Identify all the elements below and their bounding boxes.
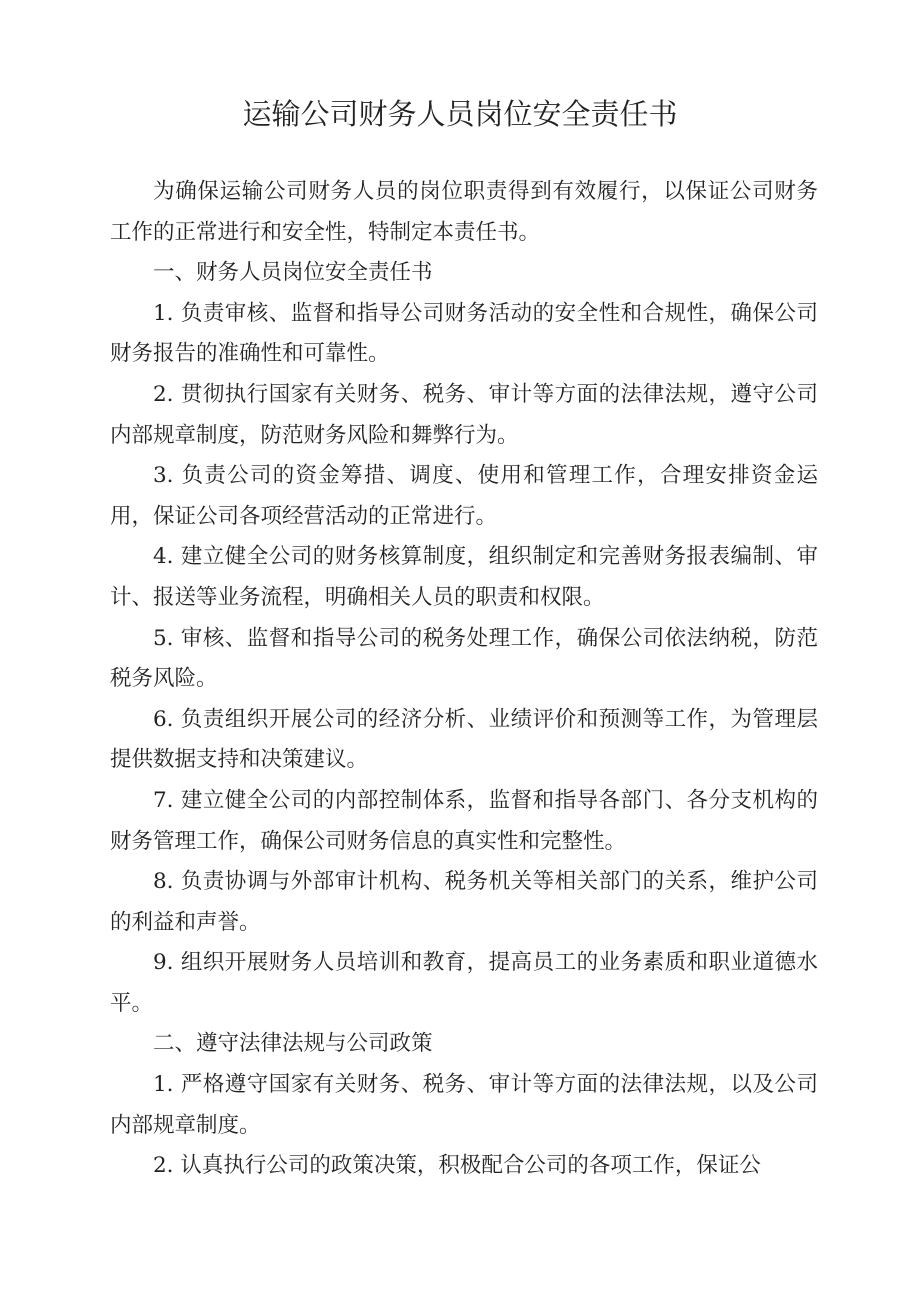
list-item: 2. 认真执行公司的政策决策，积极配合公司的各项工作，保证公 xyxy=(153,1153,761,1179)
list-item: 4. 建立健全公司的财务核算制度，组织制定和完善财务报表编制、审计、报送等业务流程，明确相关人员的职责和权限。 xyxy=(110,544,818,610)
list-item: 7. 建立健全公司的内部控制体系，监督和指导各部门、各分支机构的财务管理工作，确保公司财务信息的真实性和完整性。 xyxy=(110,787,818,854)
list-item: 1. 负责审核、监督和指导公司财务活动的安全性和合规性，确保公司财务报告的准确性和可靠性。 xyxy=(110,300,818,367)
document-title: 运输公司财务人员岗位安全责任书 xyxy=(242,97,678,131)
list-item: 1. 严格遵守国家有关财务、税务、审计等方面的法律法规，以及公司内部规章制度。 xyxy=(110,1072,818,1138)
section-heading: 二、遵守法律法规与公司政策 xyxy=(153,1031,433,1057)
list-item: 8. 负责协调与外部审计机构、税务机关等相关部门的关系，维护公司的利益和声誉。 xyxy=(110,869,818,935)
section-heading: 一、财务人员岗位安全责任书 xyxy=(153,260,433,286)
document-body xyxy=(110,172,818,1187)
list-item: 2. 贯彻执行国家有关财务、税务、审计等方面的法律法规，遵守公司内部规章制度，防范财务风险和舞弊行为。 xyxy=(110,381,818,448)
list-item: 6. 负责组织开展公司的经济分析、业绩评价和预测等工作，为管理层提供数据支持和决策建议。 xyxy=(110,706,818,773)
list-item: 3. 负责公司的资金筹措、调度、使用和管理工作，合理安排资金运用，保证公司各项经营活动的正常进行。 xyxy=(110,463,818,529)
list-item: 9. 组织开展财务人员培训和教育，提高员工的业务素质和职业道德水平。 xyxy=(110,950,818,1016)
list-item: 5. 审核、监督和指导公司的税务处理工作，确保公司依法纳税，防范税务风险。 xyxy=(110,625,818,692)
intro-paragraph: 为确保运输公司财务人员的岗位职责得到有效履行，以保证公司财务工作的正常进行和安全性，特制定本责任书。 xyxy=(110,179,818,245)
